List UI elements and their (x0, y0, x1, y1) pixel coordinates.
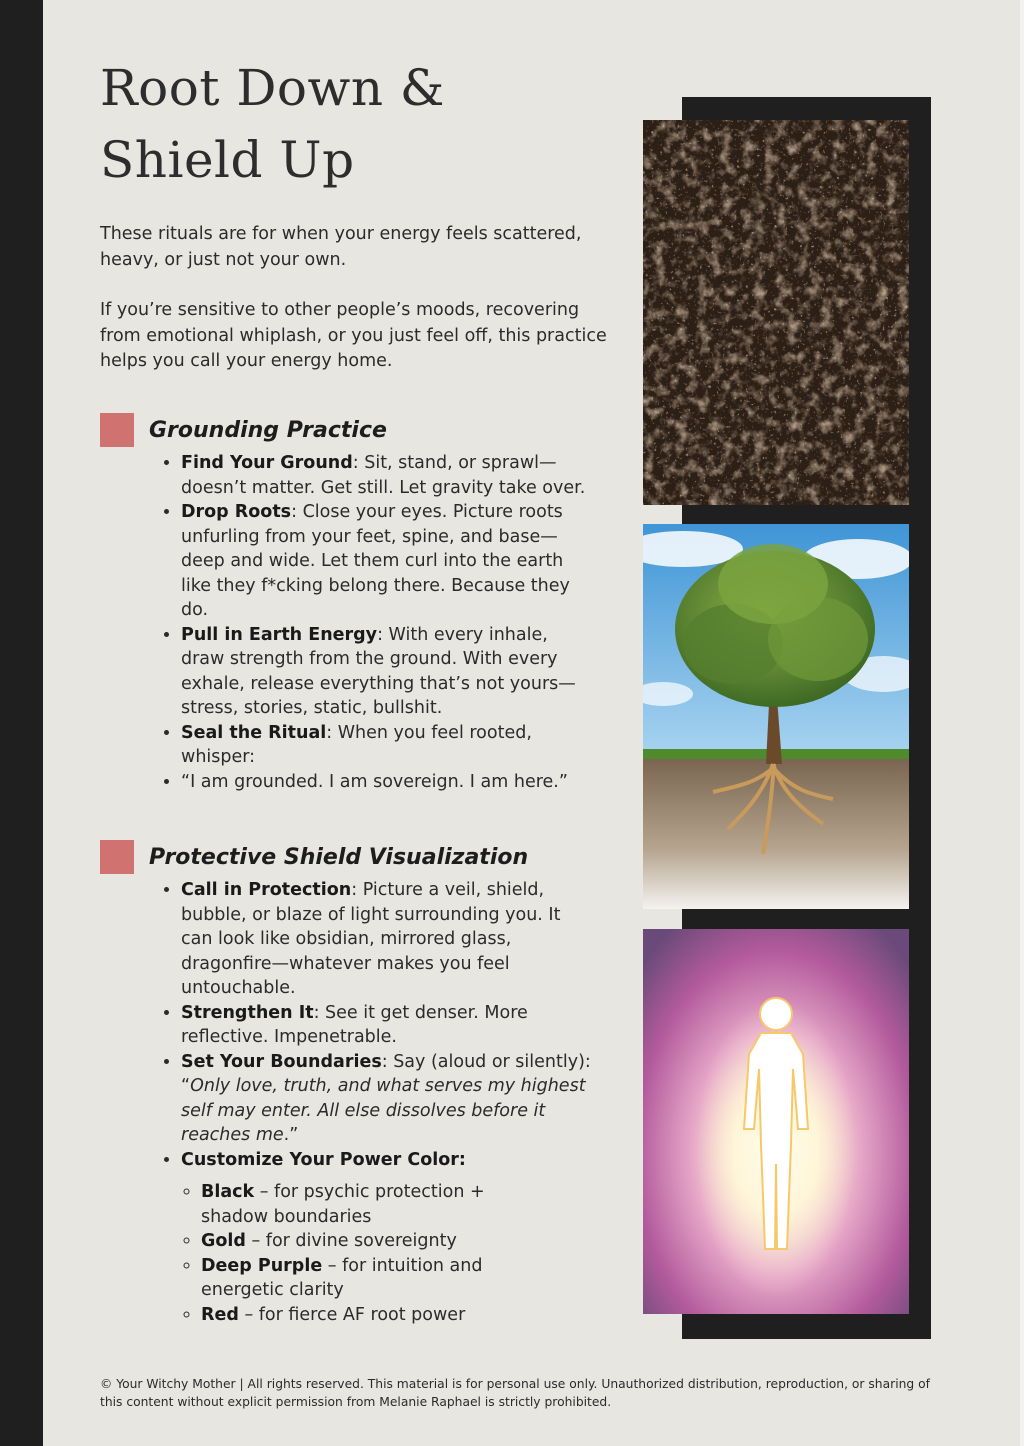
item-label: Seal the Ritual (181, 722, 327, 743)
list-item (181, 500, 591, 623)
item-text: : When you feel rooted, whisper: (181, 722, 532, 767)
item-text: : See it get denser. More reflective. Impenetrable. (181, 1002, 528, 1047)
title-line-2: Shield Up (100, 131, 355, 189)
color-name: Red (201, 1304, 239, 1325)
color-text: – for intuition and energetic clarity (201, 1255, 483, 1300)
right-edge (1020, 0, 1024, 1446)
item-label: Drop Roots (181, 502, 292, 522)
color-item (201, 1254, 521, 1303)
list-item (181, 1050, 591, 1148)
grounding-quote: • “I am grounded. I am sovereign. I am here.” (181, 770, 591, 795)
list-item (181, 1148, 591, 1328)
power-color-list (181, 1180, 521, 1327)
color-text: – for fierce AF root power (238, 1304, 466, 1325)
color-name: Black (201, 1182, 255, 1202)
boundary-affirmation: Only love, truth, and what serves my highest self may enter. All else dissolves before it reaches me (181, 1076, 586, 1145)
item-text: : Close your eyes. Picture roots unfurling from your feet, spine, and base—deep and wide. Let them curl into the earth like they f*cking belong there. Because they do. (181, 502, 570, 620)
list-item (181, 623, 591, 721)
color-item (201, 1303, 521, 1328)
shield-list (160, 878, 591, 1327)
shield-heading (100, 840, 528, 874)
glowing-aura-figure-photo (643, 929, 909, 1314)
item-label: Call in Protection (181, 880, 352, 900)
grounding-heading-text: Grounding Practice (149, 417, 387, 443)
power-color-label: Customize Your Power Color: (181, 1149, 466, 1170)
tree-with-roots-photo (643, 524, 909, 909)
item-text: .” (283, 1125, 299, 1145)
shield-heading-text: Protective Shield Visualization (149, 844, 529, 870)
title-line-1: Root Down & (100, 59, 445, 117)
item-label: Find Your Ground (181, 453, 353, 473)
color-name: Gold (201, 1231, 246, 1251)
list-item (181, 878, 591, 1001)
item-text: : Picture a veil, shield, bubble, or blaze of light surrounding you. It can look like obsidian, mirrored glass, dragonfire—whatever makes you feel untouchable. (181, 880, 561, 998)
item-label: Strengthen It (181, 1002, 314, 1023)
grounding-heading (100, 413, 387, 447)
heading-square-icon (100, 840, 134, 874)
color-name: Deep Purple (201, 1255, 323, 1276)
intro-paragraph-1: These rituals are for when your energy feels scattered, heavy, or just not your own. (100, 224, 582, 270)
color-item (201, 1229, 521, 1254)
left-dark-strip (0, 0, 43, 1446)
heading-square-icon (100, 413, 134, 447)
intro-paragraph-2: If you’re sensitive to other people’s moods, recovering from emotional whiplash, or you just feel off, this practice helps you call your energy home. (100, 300, 607, 371)
list-item (181, 721, 591, 770)
footer-copyright: © Your Witchy Mother | All rights reserved. This material is for personal use only. Unauthorized distribution, reproduction, or sharing of this content without explicit permission from Melanie Raphael is strictly prohibited. (100, 1377, 930, 1409)
grounding-list (160, 451, 591, 794)
item-text: : Say (aloud or silently): “ (181, 1051, 591, 1096)
color-text: – for divine sovereignty (245, 1231, 457, 1251)
list-item (181, 1001, 591, 1050)
page-title (100, 52, 600, 196)
item-label: Pull in Earth Energy (181, 624, 378, 645)
color-item (201, 1180, 521, 1229)
item-label: Set Your Boundaries (181, 1051, 382, 1072)
color-text: – for psychic protection + shadow boundaries (201, 1182, 485, 1227)
item-text: : Sit, stand, or sprawl—doesn’t matter. Get still. Let gravity take over. (181, 453, 586, 498)
soil-photo (643, 120, 909, 505)
item-text: : With every inhale, draw strength from the ground. With every exhale, release everything that’s not yours—stress, stories, static, bullshit. (181, 624, 576, 718)
intro (100, 222, 610, 400)
list-item (181, 451, 591, 500)
